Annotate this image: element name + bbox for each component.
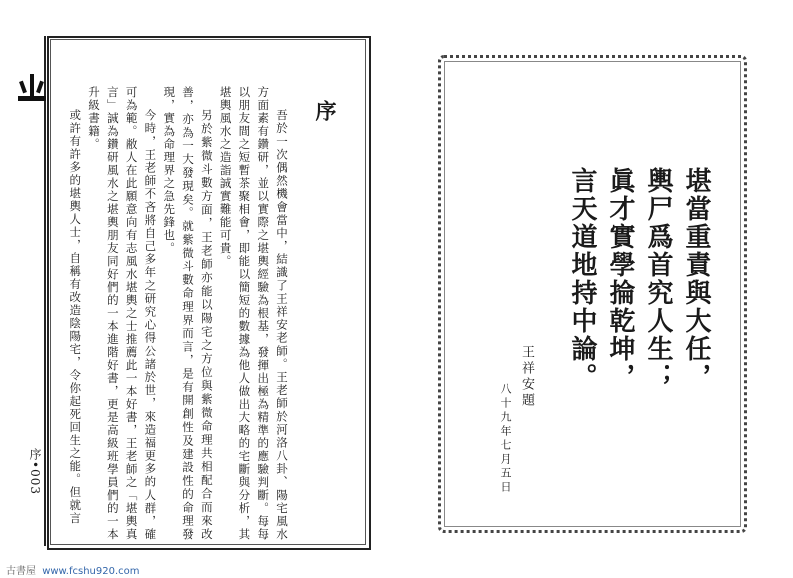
preface-body [66, 86, 291, 541]
inscription-page [438, 55, 743, 530]
inscription-signature: 王祥安題 [519, 345, 534, 409]
preface-page [10, 28, 375, 558]
watermark-url: www.fcshu920.com [42, 566, 140, 577]
preface-paragraph: 另於紫微斗數方面，王老師亦能以陽宅之方位與紫微命理共相配合而來改善，亦為一大發現矣。就紫微斗數命理界而言，是有開創性及建設性的命理發現，實為命理界之急先鋒也。 [162, 86, 214, 541]
preface-paragraph: 吾於一次偶然機會當中，結識了王祥安老師。王老師於河洛八卦、陽宅風水方面素有鑽研，並以實際之堪輿經驗為根基，發揮出極為精準的應驗判斷。每每以朋友間之短暫茶聚相會，即能以簡短的數據為他人做出大略的宅斷與分析，其堪輿風水之造詣誠實難能可貴。 [218, 86, 289, 541]
source-watermark [6, 562, 140, 577]
couplet-line: 眞才實學掄乾坤， [605, 167, 635, 391]
calligraphy-couplet [563, 167, 715, 407]
preface-paragraph: 今時，王老師不吝將自己多年之研究心得公諸於世，來造福更多的人群，確可為範。敝人在此願意向有志風水堪輿之士推薦此一本好書，王老師之「堪輿真言」誠為鑽研風水之堪輿朋友同好們的一本進階好書，更是高級班學員們的一本升級書籍。 [87, 86, 158, 541]
preface-title: 序 [313, 100, 338, 121]
preface-paragraph: 或許有許多的堪輿人士，自稱有改造陰陽宅，令你起死回生之能。但就言 [68, 109, 83, 525]
page-folio: 序•003 [28, 448, 42, 495]
watermark-text: 古書屋 [6, 566, 36, 577]
couplet-line: 堪當重責與大任， [681, 167, 711, 391]
chapter-mark-icon [18, 72, 46, 102]
couplet-line: 言天道地持中論。 [567, 167, 597, 391]
couplet-line: 輿尸爲首究人生； [643, 167, 673, 391]
inscription-date: 八十九年七月五日 [499, 383, 512, 495]
